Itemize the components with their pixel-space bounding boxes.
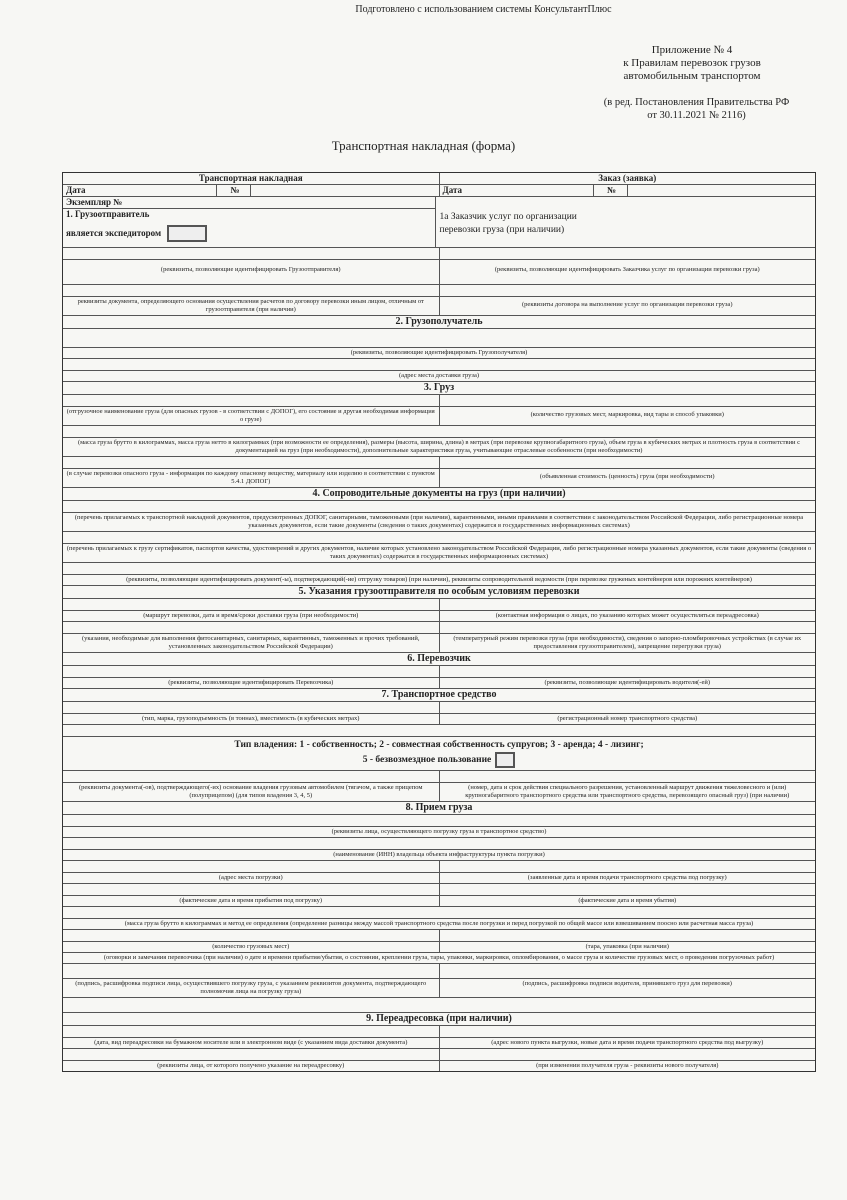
declared-value-caption: (объявленная стоимость (ценность) груза (при необходимости): [539, 473, 715, 480]
blank-line[interactable]: [440, 964, 816, 978]
vehicle-type-caption: (тип, марка, грузоподъемность (в тоннах), вместимость (в кубических метрах): [63, 714, 440, 724]
number-field[interactable]: [251, 185, 439, 196]
blank-line[interactable]: [440, 622, 816, 633]
blank-line[interactable]: [63, 563, 815, 574]
blank-line[interactable]: [63, 501, 815, 512]
ownership-checkbox[interactable]: [495, 752, 515, 768]
blank-line[interactable]: [63, 457, 440, 468]
contract-caption: (реквизиты договора на выполнение услуг по организации перевозки груза): [522, 301, 733, 308]
blank-line[interactable]: [440, 930, 816, 941]
waybill-date-number: [63, 185, 440, 196]
header-row: [63, 173, 815, 185]
caption-row: [63, 714, 815, 725]
forwarder-text: является экспедитором: [66, 228, 162, 238]
packages-caption: (количество грузовых мест, маркировка, вид тары и способ упаковки): [530, 411, 724, 418]
ownership-row: [63, 737, 815, 771]
customer-line: перевозки груза (при наличии): [439, 225, 565, 235]
blank-line[interactable]: [440, 285, 816, 296]
customer-cell: [436, 197, 816, 247]
route-caption: (маршрут перевозки, дата и время/сроки доставки груза (при необходимости): [63, 611, 440, 621]
appendix-line: автомобильным транспортом: [623, 70, 761, 82]
temperature-caption: (температурный режим перевозки груза (при необходимости), сведения о запорно-пломбировочных устройствах (в случае их предоставления грузоотправителем), запрещение перегрузки груза): [453, 635, 802, 650]
blank-line[interactable]: [63, 666, 440, 677]
actual-departure-caption: (фактические дата и время убытия): [578, 897, 677, 904]
blank-line[interactable]: [440, 884, 816, 895]
blank-line[interactable]: [63, 599, 440, 610]
waybill-form: [62, 172, 816, 1072]
shipper-caption: (реквизиты, позволяющие идентифицировать Грузоотправителя): [63, 260, 440, 284]
blank-line[interactable]: [63, 771, 440, 782]
blank-line[interactable]: [63, 838, 815, 849]
vehicle-reg-caption: (регистрационный номер транспортного средства): [557, 715, 698, 722]
revision-line: (в ред. Постановления Правительства РФ: [603, 97, 790, 108]
caption-row: [63, 469, 815, 488]
special-permit-caption: (номер, дата и срок действия специального разрешения, установленный маршрут движения тяжеловесного и (или) крупногабаритного транспортного средства или транспортного средства, перевозящего опасный груз) (при наличии): [465, 784, 790, 799]
form-title: Транспортная накладная (форма): [331, 138, 516, 153]
blank-line[interactable]: [440, 457, 816, 468]
caption-row: [63, 783, 815, 802]
blank-line[interactable]: [63, 815, 815, 826]
number-label: №: [217, 185, 251, 196]
blank-line[interactable]: [63, 725, 815, 736]
infrastructure-owner-caption: (наименование (ИНН) владельца объекта инфраструктуры пункта погрузки): [333, 851, 545, 858]
number-field[interactable]: [628, 185, 816, 196]
packaging-caption: (тара, упаковка (при наличии): [585, 943, 669, 950]
blank-line[interactable]: [440, 861, 816, 872]
payment-doc-caption: реквизиты документа, определяющего основания осуществления расчетов по договору перевозки иным лицом, отличным от грузоотправителя (при наличии): [63, 297, 440, 315]
section-2-title: 2. Грузополучатель: [395, 316, 483, 327]
date-label: Дата: [440, 185, 594, 196]
date-label: Дата: [63, 185, 217, 196]
ownership-type: [63, 737, 815, 770]
waybill-title: Транспортная накладная: [63, 173, 440, 184]
new-consignee-caption: (при изменении получателя груза - реквизиты нового получателя): [536, 1062, 719, 1069]
blank-line[interactable]: [440, 1049, 816, 1060]
ownership-docs-caption: (реквизиты документа(-ов), подтверждающего(-их) основание владения грузовым автомобилем (тягачом, а также прицепом (полуприцепом) (для типов владения 3, 4, 5): [63, 783, 440, 801]
blank-line[interactable]: [63, 998, 815, 1012]
ownership-line: Тип владения: 1 - собственность; 2 - совместная собственность супругов; 3 - аренда; 4 - лизинг;: [234, 740, 644, 750]
blank-line[interactable]: [63, 329, 815, 347]
blank-line[interactable]: [440, 248, 816, 259]
caption-row: [63, 1038, 815, 1049]
caption-row: [63, 634, 815, 653]
caption-row: [63, 678, 815, 689]
order-title: Заказ (заявка): [598, 173, 657, 183]
blank-line[interactable]: [63, 248, 440, 259]
blank-line[interactable]: [440, 702, 816, 713]
loader-caption: (реквизиты лица, осуществляющего погрузку груза в транспортное средство): [331, 828, 547, 835]
appendix-note: [597, 44, 787, 83]
blank-line[interactable]: [63, 1049, 440, 1060]
consignee-caption: (реквизиты, позволяющие идентифицировать Грузополучателя): [350, 349, 528, 356]
order-date-number: [440, 185, 816, 196]
customer-line: 1а Заказчик услуг по организации: [439, 212, 577, 222]
ownership-line: [63, 752, 815, 768]
caption-row: [63, 942, 815, 953]
new-unloading-caption: (адрес нового пункта выгрузки, новые дата и время подачи транспортного средства под выгрузку): [491, 1039, 764, 1046]
blank-line[interactable]: [63, 426, 815, 437]
dangerous-cargo-caption: (в случае перевозки опасного груза - информация по каждому опасному веществу, материалу или изделию в соответствии с пунктом 5.4.1 ДОПОГ): [63, 469, 440, 487]
caption-row: [63, 297, 815, 316]
section-6-title: 6. Перевозчик: [407, 653, 471, 664]
shipment-docs-caption: (реквизиты, позволяющие идентифицировать документ(-ы), подтверждающий(-ие) отгрузку товаров) (при наличии), реквизиты сопроводительной ведомости (при перевозке груженых контейнеров или порожних контейнеров): [126, 576, 752, 583]
caption-row: [63, 260, 815, 285]
section-3-title: 3. Груз: [423, 382, 455, 393]
blank-line[interactable]: [440, 395, 816, 406]
certificates-caption: (перечень прилагаемых к грузу сертификатов, паспортов качества, удостоверений и других документов, наличие которых установлено законодательством Российской Федерации, либо регистрационные номера указанных документов, если такие документы (сведения о таких документах) содержатся в государственных информационных системах): [66, 545, 812, 560]
declared-arrival-caption: (заявленные дата и время подачи транспортного средства под погрузку): [527, 874, 727, 881]
blank-line[interactable]: [440, 599, 816, 610]
copy-label: Экземпляр №: [63, 197, 435, 209]
date-row: [63, 185, 815, 197]
section-7-title: 7. Транспортное средство: [381, 689, 497, 700]
caption-row: [63, 873, 815, 884]
blank-line[interactable]: [63, 359, 815, 370]
shipper-row: [63, 197, 815, 248]
blank-line[interactable]: [63, 1026, 440, 1037]
caption-row: [63, 611, 815, 622]
forwarder-label: [63, 224, 435, 242]
loader-signature-caption: (подпись, расшифровка подписи лица, осуществившего погрузку груза, с указанием реквизитов документа, подтверждающего полномочия лица на погрузку груза): [63, 979, 440, 997]
caption-row: [63, 896, 815, 907]
section-9-title: 9. Переадресовка (при наличии): [366, 1013, 512, 1024]
driver-caption: (реквизиты, позволяющие идентифицировать водителя(-ей): [544, 679, 710, 686]
blank-line[interactable]: [63, 964, 440, 978]
sanitary-instructions-caption: (указания, необходимые для выполнения фитосанитарных, санитарных, карантинных, таможенных и прочих требований, установленных законодательством Российской Федерации): [63, 634, 440, 652]
section-8-title: 8. Прием груза: [405, 802, 473, 813]
forwarder-checkbox[interactable]: [167, 225, 207, 242]
carrier-caption: (реквизиты, позволяющие идентифицировать Перевозчика): [63, 678, 440, 688]
section-5-title: 5. Указания грузоотправителя по особым условиям перевозки: [298, 586, 580, 597]
appendix-line: Приложение № 4: [651, 44, 733, 56]
blank-line[interactable]: [63, 861, 440, 872]
readdress-contacts-caption: (контактная информация о лицах, по указанию которых может осуществляться переадресовка): [495, 612, 759, 619]
blank-line[interactable]: [440, 771, 816, 782]
blank-line[interactable]: [63, 395, 440, 406]
blank-line[interactable]: [63, 930, 440, 941]
readdress-source-caption: (реквизиты лица, от которого получено указание на переадресовку): [63, 1061, 440, 1071]
blank-line[interactable]: [63, 907, 815, 918]
shipper-label: 1. Грузоотправитель: [66, 209, 150, 219]
revision-note: [594, 96, 799, 122]
blank-line[interactable]: [63, 285, 440, 296]
appendix-line: к Правилам перевозок грузов: [623, 57, 761, 69]
customer-caption: (реквизиты, позволяющие идентифицировать Заказчика услуг по организации перевозки груза): [494, 266, 760, 273]
attached-docs-caption: (перечень прилагаемых к транспортной накладной документов, предусмотренных ДОПОГ, санитарными, таможенными (при наличии), карантинными, иными правилами в соответствии с законодательством Российской Федерации, либо регистрационные номера указанных документов, если такие документы (сведения о таких документах) содержатся в государственных информационных системах): [74, 514, 804, 529]
cargo-mass-caption: (масса груза брутто в килограммах, масса груза нетто в килограммах (при возможности ее определения), размеры (высота, ширина, длина) в метрах (при перевозке крупногабаритного груза), объем груза в кубических метрах и плотность груза в соответствии с документацией на груз (при необходимости), дополнительные характеристики груза, учитывающие отраслевые особенности (при необходимости): [77, 439, 801, 454]
carrier-remarks-caption: (оговорки и замечания перевозчика (при наличии) о дате и времени прибытия/убытия, о состоянии, креплении груза, тары, упаковки, маркировки, опломбирования, о массе груза и количестве грузовых мест, о проведении погрузочных работ): [103, 954, 775, 961]
blank-line[interactable]: [440, 666, 816, 677]
actual-arrival-caption: (фактические дата и время прибытия под погрузку): [63, 896, 440, 906]
caption-row: [63, 1061, 815, 1071]
cargo-name-caption: (отгрузочное наименование груза (для опасных грузов - в соответствии с ДОПОГ), его состояние и другая необходимая информация о грузе): [63, 407, 440, 425]
driver-signature-caption: (подпись, расшифровка подписи водителя, принявшего груз для перевозки): [522, 980, 732, 987]
readdress-date-caption: (дата, вид переадресовки на бумажном носителе или в электронном виде (с указанием вида доставки документа): [63, 1038, 440, 1048]
delivery-address-caption: (адрес места доставки груза): [398, 372, 480, 379]
blank-line[interactable]: [440, 1026, 816, 1037]
gross-mass-caption: (масса груза брутто в килограммах и метод ее определения (определение разницы между массой транспортного средства после погрузки и перед погрузкой по общей массе или взвешиванием поосно или расчетная масса груза): [124, 920, 754, 927]
blank-line[interactable]: [63, 622, 440, 633]
caption-row: [63, 979, 815, 998]
system-note: Подготовлено с использованием системы КонсультантПлюс: [355, 4, 612, 15]
number-label: №: [594, 185, 628, 196]
blank-line[interactable]: [63, 702, 440, 713]
revision-line: от 30.11.2021 № 2116): [647, 110, 746, 121]
blank-line[interactable]: [63, 532, 815, 543]
ownership-text: 5 - безвозмездное пользование: [362, 755, 492, 766]
blank-line[interactable]: [63, 884, 440, 895]
caption-row: [63, 407, 815, 426]
shipper-cell: [63, 197, 436, 247]
section-4-title: 4. Сопроводительные документы на груз (при наличии): [312, 488, 566, 499]
packages-count-caption: (количество грузовых мест): [63, 942, 440, 952]
loading-address-caption: (адрес места погрузки): [63, 873, 440, 883]
